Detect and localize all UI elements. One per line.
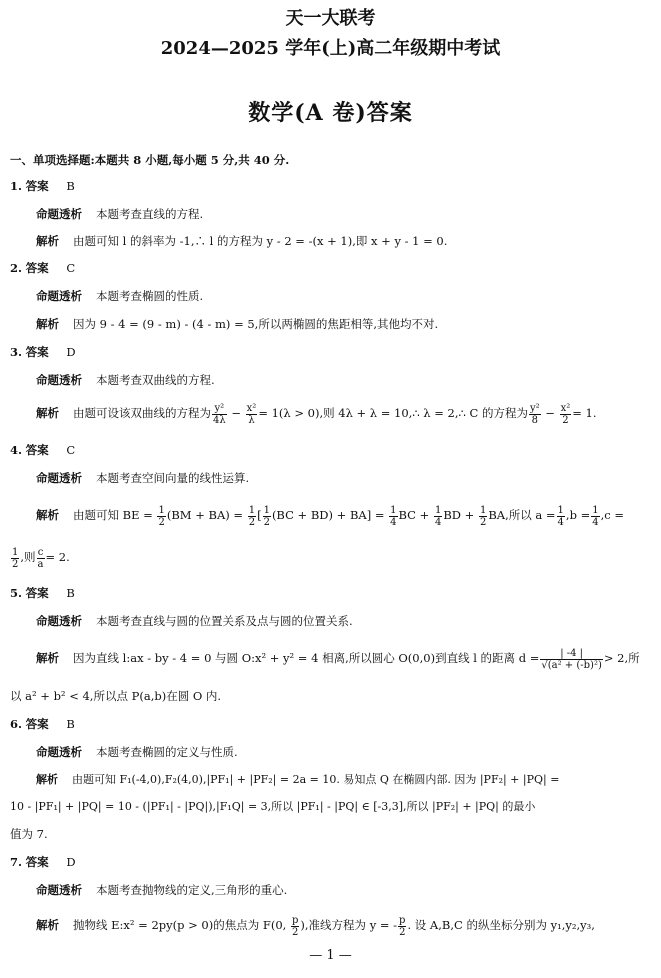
q3-answer — [10, 344, 76, 360]
analysis-label: 解析 — [36, 406, 59, 420]
q7-intent — [36, 882, 287, 898]
q3-analysis: 解析 由题可设该双曲线的方程为 $\frac{\text{y²}}{4\lambda}$ − $\frac{\text{x²}}{\lambda}$ = 1(λ > 0),则 4λ + λ = 10,∴ λ = 2,∴ C 的方程为 $\frac{\text{y²}}{8}$ − $\frac{\text{x²}}{2}$ = 1. — [36, 402, 597, 426]
q6-analysis-line1: 由题可知 F₁(-4,0),F₂(4,0),|PF₁| + |PF₂| = 2a = 10. 易知点 Q 在椭圆内部. 因为 |PF₂| + |PQ| = — [72, 773, 560, 786]
exam-title: 2024—2025 学年(上)高二年级期中考试 — [160, 38, 501, 59]
q2-answer-value: C — [66, 261, 76, 275]
q5-analysis-cont: 以 a² + b² < 4,所以点 P(a,b)在圆 O 内. — [10, 689, 222, 703]
analysis-label: 解析 — [36, 651, 59, 665]
answer-title: 数学(A 卷)答案 — [248, 100, 413, 126]
intent-label: 命题透析 — [36, 883, 82, 897]
q1-analysis-text: 由题可知 l 的斜率为 -1,∴ l 的方程为 y - 2 = -(x + 1),即 x + y - 1 = 0. — [73, 234, 448, 248]
answer-label: 答案 — [25, 717, 49, 731]
q5-answer — [10, 585, 75, 601]
q4-analysis-part4: ,c = — [600, 508, 624, 522]
q6-num: 6. — [10, 717, 23, 731]
q3-num: 3. — [10, 345, 23, 359]
q1-answer-value: B — [66, 179, 75, 193]
intent-label: 命题透析 — [36, 614, 82, 628]
intent-label: 命题透析 — [36, 745, 82, 759]
frac-x2-lambda: $\frac{\text{x²}}{\lambda}$ — [246, 402, 257, 426]
q5-answer-value: B — [66, 586, 75, 600]
frac-distance: $\frac{| -4 |}{\text{√(a² + (-b)²)}}$ — [541, 647, 602, 671]
q4-analysis-part3: ,b = — [565, 508, 591, 522]
frac-1-2: $\frac{1}{2}$ — [158, 504, 165, 528]
answer-label: 答案 — [25, 179, 49, 193]
q5-intent-text: 本题考查直线与圆的位置关系及点与圆的位置关系. — [96, 614, 353, 628]
q1-intent-text: 本题考查直线的方程. — [96, 207, 204, 221]
q6-intent-text: 本题考查椭圆的定义与性质. — [96, 745, 238, 759]
frac-1-2: $\frac{1}{2}$ — [248, 504, 256, 528]
q6-analysis — [36, 772, 559, 788]
answer-label: 答案 — [25, 586, 49, 600]
q7-analysis-part3: . 设 A,B,C 的纵坐标分别为 y₁,y₂,y₃, — [407, 918, 595, 932]
q4-analysis: 解析 由题可知 BE = $\frac{1}{2}$ (BM + BA) = $\frac{1}{2}$ [ $\frac{1}{2}$ (BC + BD) + BA] = $\frac{1}{4}$ BC + $\frac{1}{4}$ BD + $\frac{1}{2}$ BA,所以 a = $\frac{1}{4}$ ,b = $\frac{1}{4}$ ,c = — [36, 504, 624, 528]
q7-answer — [10, 854, 76, 870]
answer-label: 答案 — [25, 261, 49, 275]
analysis-label: 解析 — [36, 508, 59, 522]
frac-1-2: $\frac{1}{2}$ — [479, 504, 487, 528]
q2-answer — [10, 260, 75, 276]
q4-answer — [10, 442, 75, 458]
q2-num: 2. — [10, 261, 23, 275]
q1-num: 1. — [10, 179, 23, 193]
q2-intent — [36, 288, 203, 304]
q4-intent — [36, 470, 249, 486]
frac-1-2: $\frac{1}{2}$ — [12, 546, 19, 570]
q5-analysis — [36, 645, 640, 671]
frac-p-2: $\frac{p}{2}$ — [399, 914, 406, 938]
q7-analysis: 解析 抛物线 E:x² = 2py(p > 0)的焦点为 F(0, $\frac{p}{2}$ ),准线方程为 y = - $\frac{p}{2}$ . 设 A,B,C 的纵坐标分别为 y₁,y₂,y₃, — [36, 914, 595, 938]
frac-1-2: $\frac{1}{2}$ — [263, 504, 270, 528]
q4-num: 4. — [10, 443, 23, 457]
intent-label: 命题透析 — [36, 471, 82, 485]
q6-analysis-line3: 值为 7. — [10, 827, 48, 841]
frac-1-4: $\frac{1}{4}$ — [557, 504, 564, 528]
q2-analysis-text: 因为 9 - 4 = (9 - m) - (4 - m) = 5,所以两椭圆的焦距相等,其他均不对. — [73, 317, 439, 331]
q6-intent — [36, 744, 238, 760]
q5-num: 5. — [10, 586, 23, 600]
q6-answer-value: B — [66, 717, 75, 731]
frac-x2-2: $\frac{\text{x²}}{2}$ — [560, 402, 571, 426]
q4-cont-part2: = 2. — [45, 550, 70, 564]
q6-analysis-line2: 10 - |PF₁| + |PQ| = 10 - (|PF₁| - |PQ|),|F₁Q| = 3,所以 |PF₁| - |PQ| ∈ [-3,3],所以 |PF₂| + |PQ| 的最小 — [10, 800, 536, 813]
frac-y2-4lambda: $\frac{\text{y²}}{4\lambda}$ — [213, 402, 226, 426]
intent-label: 命题透析 — [36, 373, 82, 387]
q3-intent-text: 本题考查双曲线的方程. — [96, 373, 215, 387]
q4-answer-value: C — [66, 443, 76, 457]
q7-analysis-part1: 抛物线 E:x² = 2py(p > 0)的焦点为 F — [73, 918, 271, 932]
q2-intent-text: 本题考查椭圆的性质. — [96, 289, 204, 303]
q3-intent — [36, 372, 215, 388]
intent-label: 命题透析 — [36, 289, 82, 303]
q7-analysis-part2: ,准线方程为 y = - — [304, 918, 398, 932]
q3-analysis-part2: = 1(λ > 0),则 4λ + λ = 10,∴ λ = 2,∴ C 的方程为 — [258, 406, 528, 420]
q2-analysis — [36, 316, 438, 332]
q1-intent — [36, 206, 203, 222]
q4-analysis-part2: ,所以 a = — [505, 508, 556, 522]
q1-answer — [10, 178, 75, 194]
q4-intent-text: 本题考查空间向量的线性运算. — [96, 471, 250, 485]
answer-label: 答案 — [25, 345, 49, 359]
q4-analysis-part1: 由题可知 — [73, 508, 119, 522]
q5-analysis-part2: > 2,所 — [603, 651, 640, 665]
frac-1-4: $\frac{1}{4}$ — [390, 504, 397, 528]
q7-intent-text: 本题考查抛物线的定义,三角形的重心. — [96, 883, 288, 897]
q5-intent — [36, 613, 353, 629]
analysis-label: 解析 — [36, 773, 58, 786]
q7-answer-value: D — [66, 855, 76, 869]
q6-answer — [10, 716, 75, 732]
answer-label: 答案 — [25, 855, 49, 869]
section-heading: 一、单项选择题:本题共 8 小题,每小题 5 分,共 40 分. — [10, 153, 290, 167]
q7-num: 7. — [10, 855, 23, 869]
frac-p-2: $\frac{p}{2}$ — [292, 914, 299, 938]
answer-label: 答案 — [25, 443, 49, 457]
q5-analysis-part1: 因为直线 l:ax - by - 4 = 0 与圆 O:x² + y² = 4 相离,所以圆心 O(0,0)到直线 l 的距离 d = — [73, 651, 540, 665]
page-number: — 1 — — [309, 948, 352, 963]
frac-1-4: $\frac{1}{4}$ — [434, 504, 442, 528]
analysis-label: 解析 — [36, 918, 59, 932]
analysis-label: 解析 — [36, 317, 59, 331]
exam-organizer: 天一大联考 — [285, 8, 376, 29]
q4-analysis-cont — [10, 544, 70, 570]
q1-analysis — [36, 233, 447, 249]
frac-c-a: $\frac{c}{a}$ — [37, 546, 44, 570]
intent-label: 命题透析 — [36, 207, 82, 221]
frac-1-4: $\frac{1}{4}$ — [592, 504, 599, 528]
q3-answer-value: D — [66, 345, 76, 359]
q4-cont-part1: ,则 — [20, 550, 36, 564]
q3-analysis-part3: = 1. — [572, 406, 597, 420]
q3-analysis-part1: 由题可设该双曲线的方程为 — [73, 406, 211, 420]
frac-y2-8: $\frac{\text{y²}}{8}$ — [529, 402, 540, 426]
analysis-label: 解析 — [36, 234, 59, 248]
